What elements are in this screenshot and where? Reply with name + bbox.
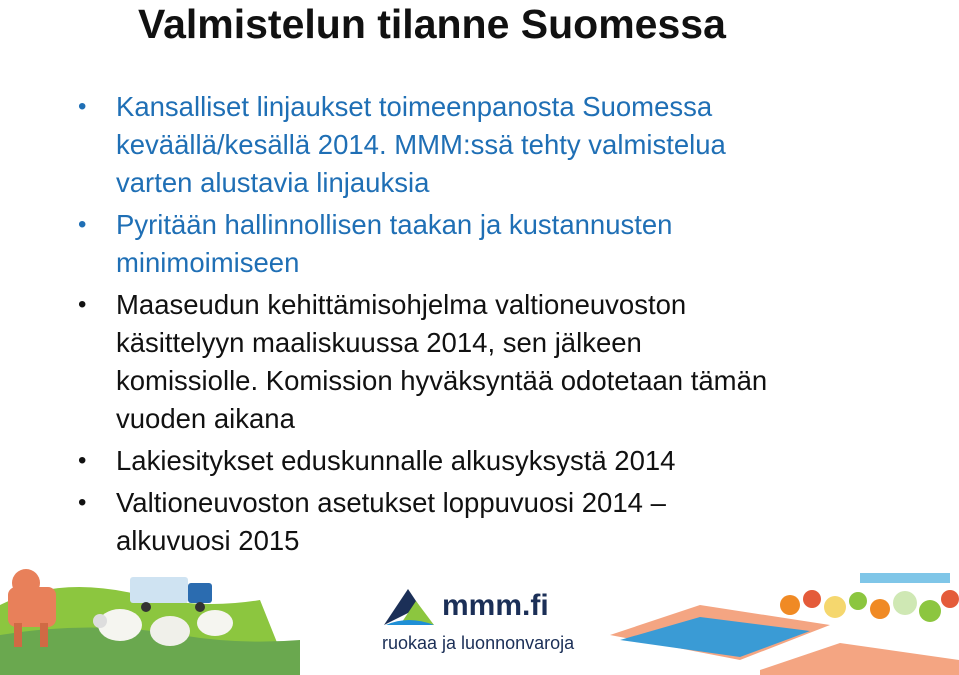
market-stall-icon [610, 573, 959, 675]
bullet-line: Lakiesitykset eduskunnalle alkusyksystä 2014 [116, 445, 676, 476]
bullet-marker: • [78, 211, 87, 238]
bullet-marker: • [78, 93, 87, 120]
logo-name: mmm.fi [442, 589, 549, 622]
mountain-leaf-icon [380, 585, 438, 629]
bullet-line: komissiolle. Komission hyväksyntää odotetaan tämän [116, 365, 768, 396]
bullet-marker: • [78, 489, 87, 516]
bullet-item [78, 286, 898, 438]
bullet-line: minimoimiseen [116, 247, 300, 278]
bullet-list [78, 88, 898, 564]
bullet-line: Maaseudun kehittämisohjelma valtioneuvoston [116, 289, 687, 320]
bullet-line: Valtioneuvoston asetukset loppuvuosi 2014 – [116, 487, 666, 518]
bullet-line: vuoden aikana [116, 403, 295, 434]
slide-title: Valmistelun tilanne Suomessa [138, 1, 726, 47]
bullet-item [78, 442, 898, 480]
bullet-item [78, 484, 898, 560]
bullet-line: Pyritään hallinnollisen taakan ja kustannusten [116, 209, 673, 240]
mmm-logo [380, 585, 590, 665]
bullet-line: keväällä/kesällä 2014. MMM:ssä tehty valmistelua [116, 129, 726, 160]
vegetables-icon [780, 590, 959, 622]
bullet-line: varten alustavia linjauksia [116, 167, 430, 198]
bullet-line: käsittelyyn maaliskuussa 2014, sen jälkeen [116, 327, 642, 358]
bullet-marker: • [78, 291, 87, 318]
bullet-line: alkuvuosi 2015 [116, 525, 300, 556]
logo-tagline: ruokaa ja luonnonvaroja [382, 633, 575, 653]
bullet-item [78, 88, 898, 202]
bullet-item [78, 206, 898, 282]
bullet-line: Kansalliset linjaukset toimeenpanosta Suomessa [116, 91, 713, 122]
bullet-marker: • [78, 447, 87, 474]
